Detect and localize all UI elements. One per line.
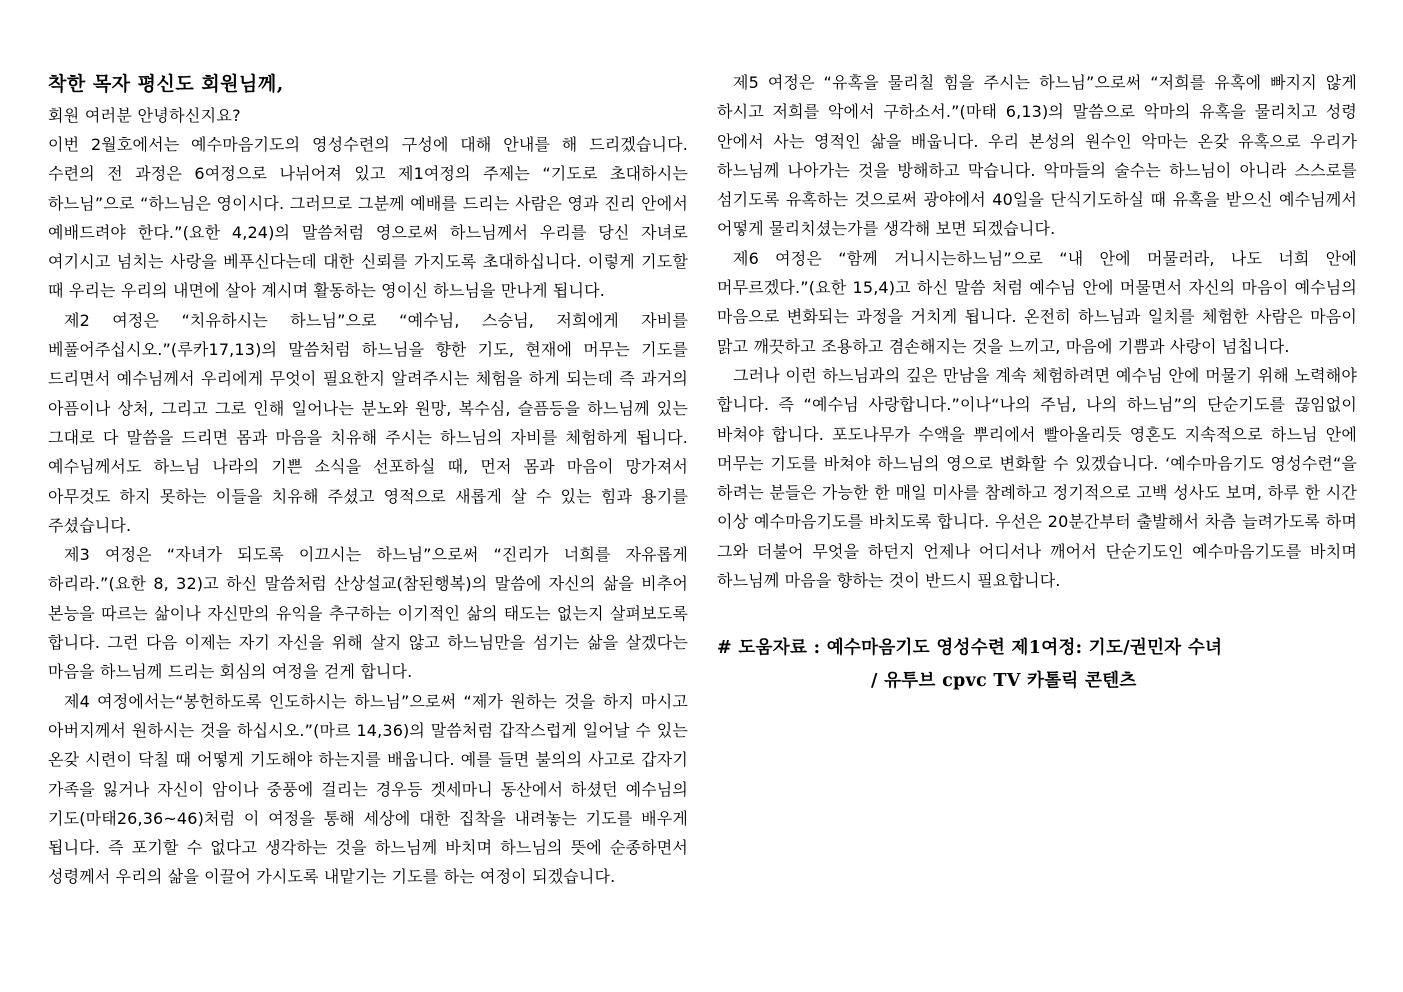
resource-note (717, 633, 1357, 696)
resource-line-1: # 도움자료 : 예수마음기도 영성수련 제1여정: 기도/권민자 수녀 (717, 638, 1223, 659)
greeting: 회원 여러분 안녕하신지요? (48, 106, 241, 125)
paragraph-closing: 그러나 이런 하느님과의 깊은 만남을 계속 체험하려면 예수님 안에 머물기 위해 노력해야 합니다. 즉 “예수님 사랑합니다.”이나“나의 주님, 나의 하느님”의 단순기도를 끊임없이 바쳐야 합니다. 포도나무가 수액을 뿌리에서 빨아올리듯 영혼도 지속적으로 하느님 안에 머무는 기도를 바쳐야 하느님의 영으로 변화할 수 있겠습니다. ‘예수마음기도 영성수련“을 하려는 분들은 가능한 한 매일 미사를 참례하고 정기적으로 고백 성사도 보며, 하루 한 시간 이상 예수마음기도를 바치도록 합니다. 우선은 20분간부터 출발해서 차츰 늘려가도록 하며 그와 더불어 무엇을 하던지 언제나 어디서나 깨어서 단순기도인 예수마음기도를 바치며 하느님께 마음을 향하는 것이 반드시 필요합니다. (717, 365, 1357, 591)
right-column (717, 68, 1357, 696)
paragraph-stage-2: 제2 여정은 “치유하시는 하느님”으로 “예수님, 스승님, 저희에게 자비를 베풀어주십시오.”(루카17,13)의 말씀처럼 하느님을 향한 기도, 현재에 머무는 기도를 드리면서 예수님께서 우리에게 무엇이 필요한지 알려주시는 체험을 하게 되는데 즉 과거의 아픔이나 상처, 그리고 그로 인해 일어나는 분노와 원망, 복수심, 슬픔등을 하느님께 있는 그대로 다 말씀을 드리면 몸과 마음을 치유해 주시는 하느님의 자비를 체험하게 됩니다. 예수님께서도 하느님 나라의 기쁜 소식을 선포하실 때, 먼저 몸과 마음이 망가져서 아무것도 하지 못하는 이들을 치유해 주셨고 영적으로 새롭게 살 수 있는 힘과 용기를 주셨습니다. (48, 310, 688, 535)
resource-line-2: / 유투브 cpvc TV 카톨릭 콘텐츠 (871, 671, 1137, 692)
letter-title: 착한 목자 평신도 회원님께, (48, 73, 284, 95)
left-column (48, 68, 688, 892)
paragraph-stage-4: 제4 여정에서는“봉헌하도록 인도하시는 하느님”으로써 “제가 원하는 것을 하지 마시고 아버지께서 원하시는 것을 하십시오.”(마르 14,36)의 말씀처럼 갑작스럽게 일어날 수 있는 온갖 시련이 닥칠 때 어떻게 기도해야 하는지를 배웁니다. 예를 들면 불의의 사고로 갑자기 가족을 잃거나 자신이 암이나 중풍에 걸리는 경우등 겟세마니 동산에서 하셨던 예수님의 기도(마태26,36~46)처럼 이 여정을 통해 세상에 대한 집착을 내려놓는 기도를 배우게 됩니다. 즉 포기할 수 없다고 생각하는 것을 하느님께 바치며 하느님의 뜻에 순종하면서 성령께서 우리의 삶을 이끌어 가시도록 내맡기는 기도를 하는 여정이 되겠습니다. (48, 691, 688, 887)
paragraph-intro: 이번 2월호에서는 예수마음기도의 영성수련의 구성에 대해 안내를 해 드리겠습니다. 수련의 전 과정은 6여정으로 나뉘어져 있고 제1여정의 주제는 “기도로 초대하시는 하느님”으로 “하느님은 영이시다. 그러므로 그분께 예배를 드리는 사람은 영과 진리 안에서 예배드려야 한다.”(요한 4,24)의 말씀처럼 영으로써 하느님께서 우리를 당신 자녀로 여기시고 넘치는 사랑을 베푸신다는데 대한 신뢰를 가지도록 초대하십니다. 이렇게 기도할 때 우리는 우리의 내면에 살아 계시며 활동하는 영이신 하느님을 만나게 됩니다. (48, 135, 688, 301)
paragraph-stage-6: 제6 여정은 “함께 거니시는하느님”으로 “내 안에 머물러라, 나도 너희 안에 머무르겠다.”(요한 15,4)고 하신 말씀 처럼 예수님 안에 머물면서 자신의 마음이 예수님의 마음으로 변화되는 과정을 거치게 됩니다. 온전히 하느님과 일치를 체험한 사람은 마음이 맑고 깨끗하고 조용하고 겸손해지는 것을 느끼고, 마음에 기쁨과 사랑이 넘칩니다. (717, 248, 1357, 356)
paragraph-stage-3: 제3 여정은 “자녀가 되도록 이끄시는 하느님”으로써 “진리가 너희를 자유롭게 하리라.”(요한 8, 32)고 하신 말씀처럼 산상설교(참된행복)의 말씀에 자신의 삶을 비추어 본능을 따르는 삶이나 자신만의 유익을 추구하는 이기적인 삶의 태도는 없는지 살펴보도록 합니다. 그런 다음 이제는 자기 자신을 위해 살지 않고 하느님만을 섬기는 삶을 살겠다는 마음을 하느님께 드리는 회심의 여정을 걷게 합니다. (48, 545, 688, 682)
paragraph-stage-5: 제5 여정은 “유혹을 물리칠 힘을 주시는 하느님”으로써 “저희를 유혹에 빠지지 않게 하시고 저희를 악에서 구하소서.”(마태 6,13)의 말씀으로 악마의 유혹을 물리치고 성령 안에서 사는 영적인 삶을 배웁니다. 우리 본성의 원수인 악마는 온갖 유혹으로 우리가 하느님께 나아가는 것을 방해하고 막습니다. 악마들의 술수는 하느님이 아니라 스스로를 섬기도록 유혹하는 것으로써 광야에서 40일을 단식기도하실 때 유혹을 받으신 예수님께서 어떻게 물리치셨는가를 생각해 보면 되겠습니다. (717, 73, 1357, 239)
